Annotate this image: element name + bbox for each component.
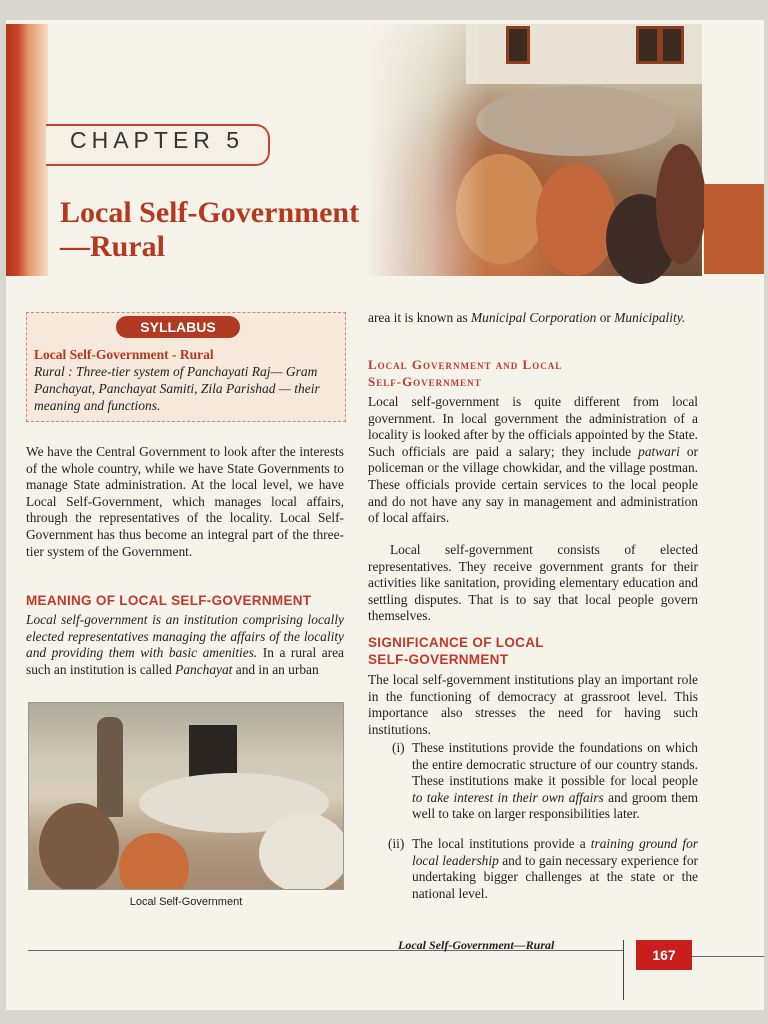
syllabus-heading: Local Self-Government - Rural: [34, 347, 214, 362]
significance-paragraph: The local self-government institutions play an important role in the functioning of democracy at grassroot level. This importance also stresses the need for having such institutions.: [368, 672, 698, 737]
local-government-heading: [368, 356, 698, 390]
intro-paragraph: We have the Central Government to look after the interests of the whole country, while we have State Governments to manage State administration. At the local level, we have Local Self-Government, which manages local affairs, through the representatives of the locality. Local Self-Government has thus become an integral part of the three-tier system of the Government.: [26, 444, 344, 559]
significance-heading-line1: SIGNIFICANCE OF LOCAL: [368, 635, 544, 650]
top-photo-village-meeting: [366, 24, 702, 276]
decorative-right-block: [704, 184, 764, 274]
photo-window: [506, 26, 530, 64]
page-number: 167: [636, 940, 692, 970]
bottom-photo-panchayat-meeting: [28, 702, 344, 890]
meaning-heading: MEANING OF LOCAL SELF-GOVERNMENT: [26, 593, 312, 608]
footer-divider: [623, 940, 624, 1000]
photo-window: [636, 26, 660, 64]
continuation-text: [368, 310, 698, 327]
list-item-1-number: (i): [392, 740, 405, 755]
photo-person: [656, 144, 706, 264]
local-government-heading-line1: Local Government and Local: [368, 357, 563, 372]
list-item-1: [412, 740, 698, 823]
photo-caption: Local Self-Government: [129, 896, 243, 908]
photo-group: [39, 803, 119, 890]
para1-b: or policeman or the village chowkidar, and the village postman. These officials provide certain services to the local people and do not have any say in management and administration of local affairs.: [368, 443, 698, 526]
footer-running-title: Local Self-Government—Rural: [398, 938, 555, 952]
meaning-definition: Local self-government is an institution comprising locally elected representatives managing the affairs of the locality and providing them with basic amenities.: [26, 612, 344, 661]
continuation-municipal: Municipal Corporation: [471, 310, 597, 325]
chapter-title-line1: Local Self-Government: [60, 196, 360, 229]
syllabus-text: [34, 346, 338, 414]
chapter-title-line2: —Rural: [60, 230, 165, 263]
para1-patwari: patwari: [638, 443, 680, 459]
local-government-paragraph: [368, 394, 698, 527]
chapter-title: [60, 196, 359, 264]
item1-a: These institutions provide the foundations on which the entire democratic structure of our country stands. These institutions make it possible for local people: [412, 740, 698, 789]
item2-a: The local institutions provide a: [412, 836, 591, 851]
syllabus-badge: SYLLABUS: [116, 316, 240, 338]
photo-standing-man: [97, 717, 123, 817]
item2-b: and to gain necessary experience for undertaking bigger challenges at the state or the national level.: [412, 852, 698, 901]
photo-crowd: [476, 86, 676, 156]
photo-window: [660, 26, 684, 64]
significance-heading: [368, 634, 698, 668]
continuation-b: or: [596, 310, 615, 325]
syllabus-body: Rural : Three-tier system of Panchayati Raj— Gram Panchayat, Panchayat Samiti, Zila Parishad — their meaning and functions.: [34, 364, 320, 413]
meaning-text-a: In a rural area such an institution is called: [26, 645, 344, 677]
list-item-2: [412, 836, 698, 902]
photo-person: [536, 164, 616, 276]
list-item-2-number: (ii): [388, 836, 405, 851]
continuation-a: area it is known as: [368, 310, 472, 325]
decorative-left-bar: [6, 24, 48, 276]
meaning-paragraph: [26, 612, 344, 678]
meaning-panchayat: Panchayat: [175, 661, 233, 677]
textbook-page: [6, 20, 764, 1010]
photo-group: [259, 813, 344, 890]
photo-group: [119, 833, 189, 890]
photo-fade: [366, 24, 486, 276]
continuation-municipality: Municipality.: [614, 310, 686, 325]
item2-italic: training ground for local leadership: [412, 836, 698, 868]
chapter-label: CHAPTER 5: [70, 127, 245, 153]
local-government-heading-line2: Self-Government: [368, 374, 482, 389]
item1-b: and groom them well to take on larger responsibilities later.: [412, 789, 698, 822]
item1-italic: to take interest in their own affairs: [412, 789, 604, 805]
meaning-text-b: and in an urban: [232, 661, 319, 677]
para1-a: Local self-government is quite different from local government. In local government the administration of a locality is looked after by the officials appointed by the State. Such officials are paid a salary; they include: [368, 394, 698, 459]
significance-heading-line2: SELF-GOVERNMENT: [368, 652, 509, 667]
elected-representatives-paragraph: Local self-government consists of elected representatives. They receive government grants for their activities like sanitation, providing elementary education and settling disputes. That is to say that local people govern themselves.: [368, 542, 698, 624]
